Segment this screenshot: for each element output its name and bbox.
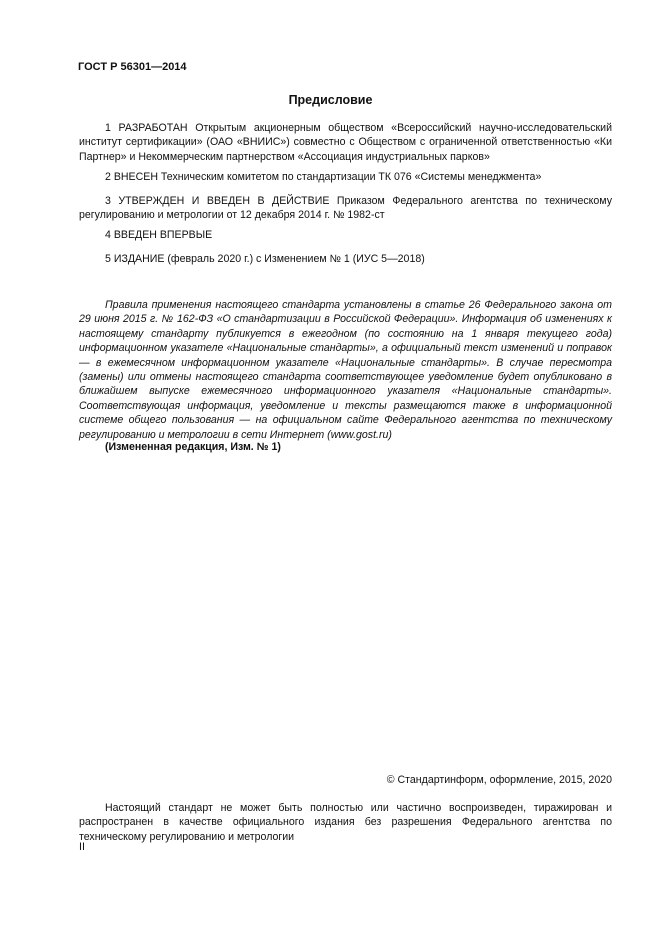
amendment-note: (Измененная редакция, Изм. № 1) <box>105 441 281 453</box>
preface-item-3: 3 УТВЕРЖДЕН И ВВЕДЕН В ДЕЙСТВИЕ Приказом Федерального агентства по техническому регулированию и метрологии от 12 декабря 2014 г. № 1982-ст <box>79 195 612 222</box>
preface-item-4: 4 ВВЕДЕН ВПЕРВЫЕ <box>105 229 213 241</box>
page-number: II <box>79 841 85 853</box>
document-code: ГОСТ Р 56301—2014 <box>78 61 187 73</box>
page-title: Предисловие <box>288 93 373 107</box>
copyright-line: © Стандартинформ, оформление, 2015, 2020 <box>386 774 612 786</box>
preface-item-2: 2 ВНЕСЕН Техническим комитетом по стандартизации ТК 076 «Системы менеджмента» <box>105 171 542 183</box>
preface-item-5: 5 ИЗДАНИЕ (февраль 2020 г.) с Изменением № 1 (ИУС 5—2018) <box>105 253 425 265</box>
preface-item-1: 1 РАЗРАБОТАН Открытым акционерным обществом «Всероссийский научно-исследовательский институт сертификации» (ОАО «ВНИИС») совместно с Обществом с ограниченной ответственностью «Ки Партнер» и Некоммерческим партнерством «Ассоциация индустриальных парков» <box>79 122 612 163</box>
reproduction-notice: Настоящий стандарт не может быть полностью или частично воспроизведен, тиражирован и распространен в качестве официального издания без разрешения Федерального агентства по техническому регулированию и метрологии <box>79 802 612 843</box>
rules-note: Правила применения настоящего стандарта установлены в статье 26 Федерального закона от 29 июня 2015 г. № 162-ФЗ «О стандартизации в Российской Федерации». Информация об изменениях к настоящему стандарту публикуется в ежегодном (по состоянию на 1 января текущего года) информационном указателе «Национальные стандарты», а официальный текст изменений и поправок — в ежемесячном информационном указателе «Национальные стандарты». В случае пересмотра (замены) или отмены настоящего стандарта соответствующее уведомление будет опубликовано в ближайшем выпуске ежемесячного информационного указателя «Национальные стандарты». Соответствующая информация, уведомление и тексты размещаются также в информационной системе общего пользования — на официальном сайте Федерального агентства по техническому регулированию и метрологии в сети Интернет (www.gost.ru) <box>79 299 612 441</box>
